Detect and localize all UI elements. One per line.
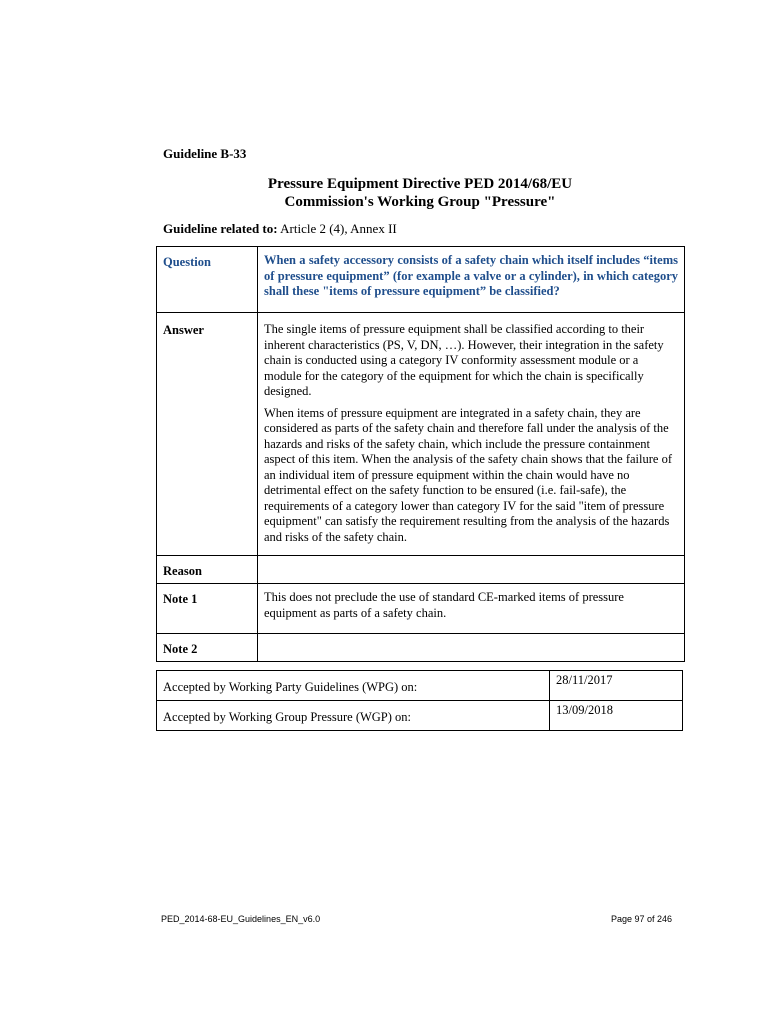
note2-text (258, 634, 685, 662)
footer-page-number: Page 97 of 246 (611, 914, 673, 924)
acceptance-label: Accepted by Working Party Guidelines (WPG) on: (157, 671, 550, 701)
document-title (160, 175, 680, 211)
reason-text (258, 556, 685, 584)
guideline-id: Guideline B-33 (163, 146, 247, 161)
qa-table (156, 246, 685, 662)
acceptance-label: Accepted by Working Group Pressure (WGP) on: (157, 701, 550, 731)
acceptance-row (157, 701, 683, 731)
answer-paragraph-2: When items of pressure equipment are integrated in a safety chain, they are considered as parts of the safety chain and therefore fall under the analysis of the hazards and risks of the safety chain, which include the pressure containment aspect of this item. When the analysis of the safety chain shows that the failure of an individual item of pressure equipment within the chain would have no detrimental effect on the safety function to be ensured (i.e. fail-safe), the requirements of a category lower than category IV for the said "item of pressure equipment" can satisfy the requirement resulting from the analysis of the hazards and risks of the safety chain. (264, 405, 672, 544)
note2-row (157, 634, 685, 662)
question-label: Question (157, 247, 258, 313)
title-line-1: Pressure Equipment Directive PED 2014/68/EU (267, 176, 573, 192)
acceptance-date: 13/09/2018 (550, 701, 683, 731)
note1-text: This does not preclude the use of standard CE-marked items of pressure equipment as parts of a safety chain. (258, 584, 685, 634)
question-text: When a safety accessory consists of a safety chain which itself includes “items of pressure equipment” (for example a valve or a cylinder), in which category shall these "items of pressure equipment” be classified? (258, 247, 685, 313)
related-articles (163, 221, 397, 237)
reason-label: Reason (157, 556, 258, 584)
title-line-2: Commission's Working Group "Pressure" (284, 194, 556, 210)
answer-label: Answer (157, 313, 258, 556)
note1-row (157, 584, 685, 634)
note2-label: Note 2 (157, 634, 258, 662)
question-row (157, 247, 685, 313)
reason-row (157, 556, 685, 584)
acceptance-date: 28/11/2017 (550, 671, 683, 701)
related-value: Article 2 (4), Annex II (277, 221, 397, 236)
acceptance-table (156, 670, 683, 731)
related-label: Guideline related to: (163, 221, 278, 236)
acceptance-row (157, 671, 683, 701)
note1-label: Note 1 (157, 584, 258, 634)
answer-cell (258, 313, 685, 556)
footer-doc-name: PED_2014-68-EU_Guidelines_EN_v6.0 (161, 914, 321, 924)
answer-paragraph-1: The single items of pressure equipment shall be classified according to their inherent characteristics (PS, V, DN, …). However, their integration in the safety chain is conducted using a category IV conformity assessment module or a module for the category of the equipment for which the chain is specifically designed. (264, 322, 664, 398)
answer-row (157, 313, 685, 556)
